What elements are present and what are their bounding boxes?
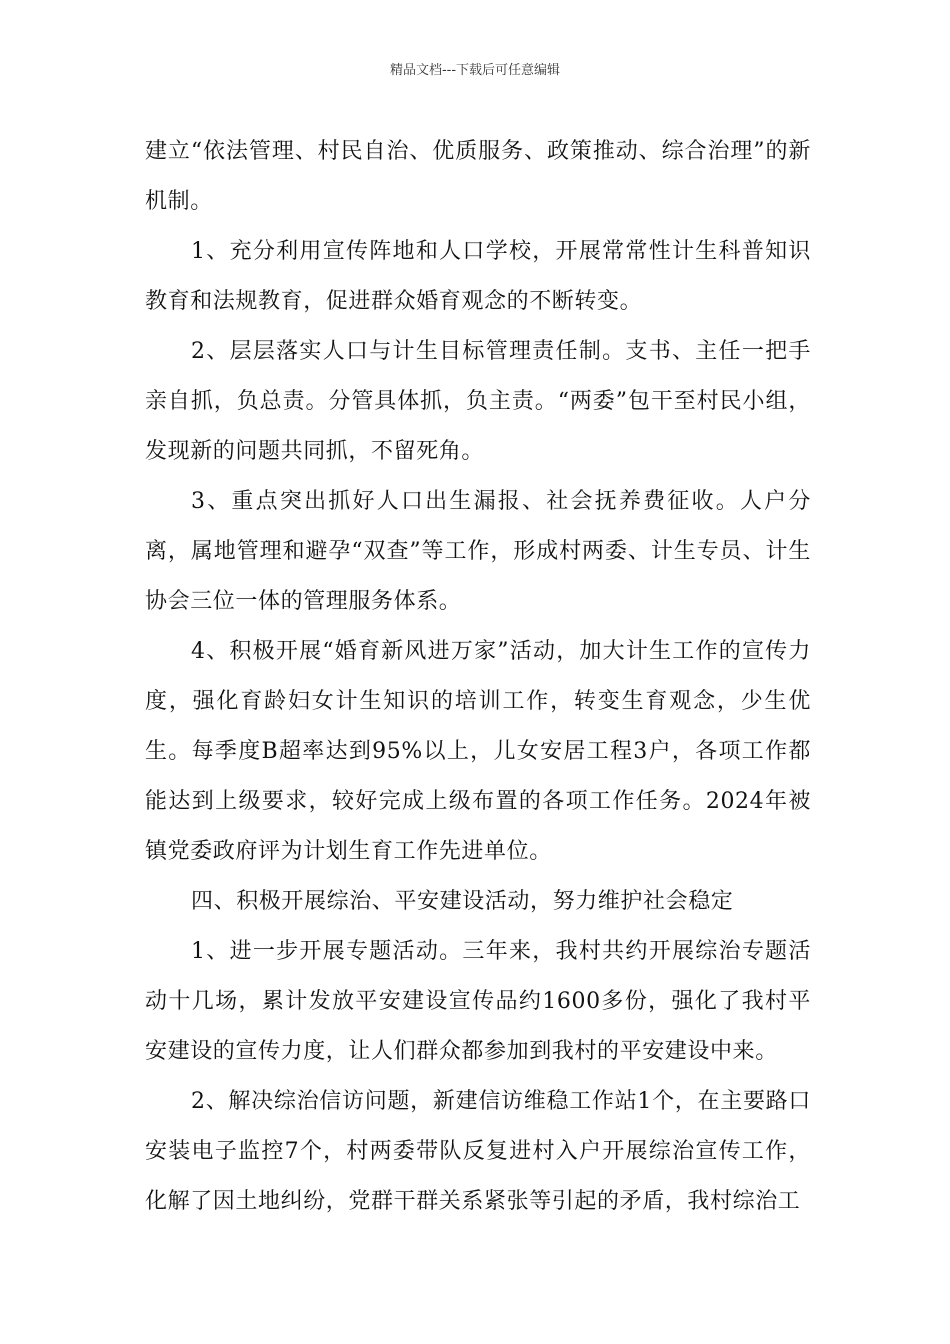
document-body [145,127,811,1227]
paragraph-item-4: 4、积极开展“婚育新风进万家”活动，加大计生工作的宣传力度，强化育龄妇女计生知识的培训工作，转变生育观念，少生优生。每季度B超率达到95%以上，儿女安居工程3户，各项工作都能达到上级要求，较好完成上级布置的各项工作任务。2024年被镇党委政府评为计划生育工作先进单位。 [145,639,811,864]
paragraph-section4-item-2: 2、解决综治信访问题，新建信访维稳工作站1个，在主要路口安装电子监控7个，村两委带队反复进村入户开展综治宣传工作，化解了因土地纠纷，党群干群关系紧张等引起的矛盾，我村综治工 [145,1089,811,1214]
paragraph-section4-item-1: 1、进一步开展专题活动。三年来，我村共约开展综治专题活动十几场，累计发放平安建设宣传品约1600多份，强化了我村平安建设的宣传力度，让人们群众都参加到我村的平安建设中来。 [145,939,811,1064]
page-header: 精品文档---下载后可任意编辑 [389,63,561,78]
paragraph-item-3: 3、重点突出抓好人口出生漏报、社会抚养费征收。人户分离，属地管理和避孕“双查”等工作，形成村两委、计生专员、计生协会三位一体的管理服务体系。 [145,489,811,614]
paragraph-item-1: 1、充分利用宣传阵地和人口学校，开展常常性计生科普知识教育和法规教育，促进群众婚育观念的不断转变。 [145,239,811,314]
paragraph-intro-continuation: 建立“依法管理、村民自治、优质服务、政策推动、综合治理”的新机制。 [145,139,811,214]
paragraph-item-2: 2、层层落实人口与计生目标管理责任制。支书、主任一把手亲自抓，负总责。分管具体抓，负主责。“两委”包干至村民小组，发现新的问题共同抓，不留死角。 [145,339,811,464]
section-heading-4: 四、积极开展综治、平安建设活动，努力维护社会稳定 [191,889,734,914]
